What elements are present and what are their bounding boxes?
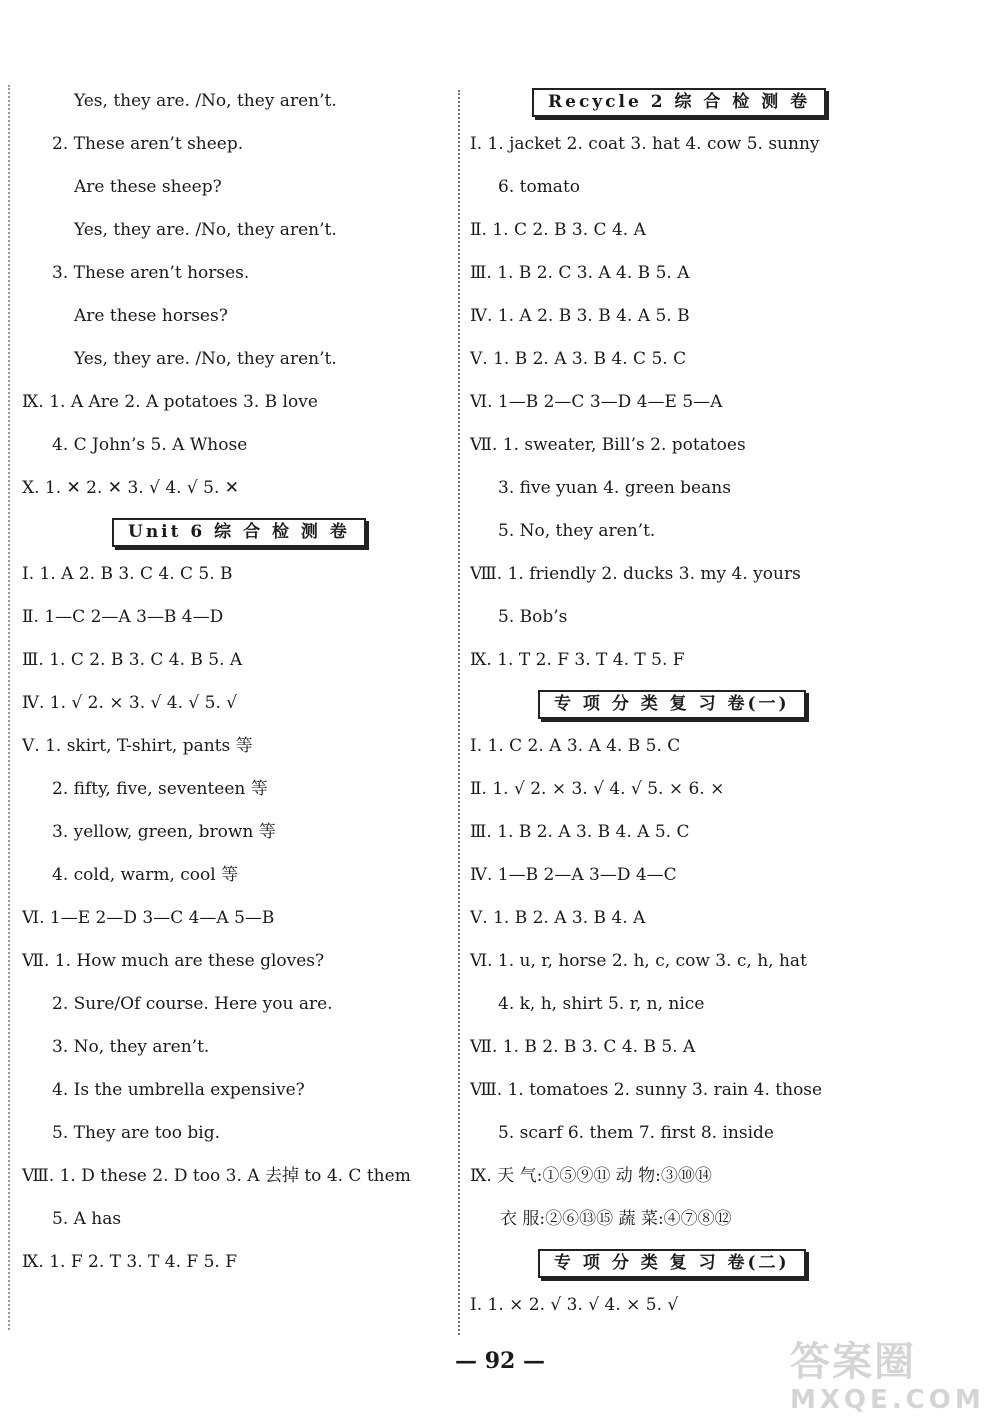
answer-line: 6. tomato — [498, 177, 581, 197]
answer-line: Yes, they are. /No, they aren’t. — [74, 220, 337, 240]
answer-line: Ⅶ. 1. B 2. B 3. C 4. B 5. A — [470, 1037, 696, 1057]
answer-line: 3. five yuan 4. green beans — [498, 478, 731, 498]
answer-line: 2. Sure/Of course. Here you are. — [52, 994, 333, 1014]
answer-line: Ⅲ. 1. B 2. A 3. B 4. A 5. C — [470, 822, 690, 842]
section-header — [470, 1241, 890, 1284]
answer-line: Are these sheep? — [74, 177, 222, 197]
answer-line: 5. A has — [52, 1209, 122, 1229]
section-title: 专 项 分 类 复 习 卷(二) — [538, 1249, 806, 1278]
answer-line: Ⅵ. 1. u, r, horse 2. h, c, cow 3. c, h, hat — [470, 951, 807, 971]
watermark-logo — [790, 1338, 990, 1418]
column-divider — [458, 90, 460, 1335]
answer-line: Are these horses? — [74, 306, 228, 326]
left-column — [22, 80, 447, 1284]
answer-line: Ⅰ. 1. jacket 2. coat 3. hat 4. cow 5. sunny — [470, 134, 820, 154]
answer-line: 4. Is the umbrella expensive? — [52, 1080, 305, 1100]
answer-line: 4. C John’s 5. A Whose — [52, 435, 248, 455]
answer-line: 衣 服:②⑥⑬⑮ 蔬 菜:④⑦⑧⑫ — [500, 1209, 732, 1229]
answer-line: Ⅶ. 1. How much are these gloves? — [22, 951, 325, 971]
answer-line: Ⅱ. 1—C 2—A 3—B 4—D — [22, 607, 224, 627]
answer-line: Yes, they are. /No, they aren’t. — [74, 91, 337, 111]
answer-line: Ⅴ. 1. skirt, T-shirt, pants 等 — [22, 736, 253, 756]
answer-line: Ⅰ. 1. C 2. A 3. A 4. B 5. C — [470, 736, 681, 756]
answer-line: 3. No, they aren’t. — [52, 1037, 210, 1057]
answer-line: Ⅲ. 1. B 2. C 3. A 4. B 5. A — [470, 263, 690, 283]
answer-line: Ⅶ. 1. sweater, Bill’s 2. potatoes — [470, 435, 746, 455]
answer-line: 2. fifty, five, seventeen 等 — [52, 779, 268, 799]
answer-line: Ⅸ. 1. F 2. T 3. T 4. F 5. F — [22, 1252, 238, 1272]
answer-line: Ⅸ. 1. A Are 2. A potatoes 3. B love — [22, 392, 318, 412]
answer-line: Ⅱ. 1. C 2. B 3. C 4. A — [470, 220, 646, 240]
page-edge-dots — [8, 85, 10, 1330]
section-title: Recycle 2 综 合 检 测 卷 — [532, 88, 826, 117]
answer-line: Yes, they are. /No, they aren’t. — [74, 349, 337, 369]
answer-line: Ⅱ. 1. √ 2. × 3. √ 4. √ 5. × 6. × — [470, 779, 725, 799]
watermark-title: 答案圈 — [790, 1339, 916, 1385]
watermark-url: MXQE.COM — [790, 1385, 985, 1415]
answer-line: Ⅷ. 1. friendly 2. ducks 3. my 4. yours — [470, 564, 801, 584]
answer-line: Ⅸ. 天 气:①⑤⑨⑪ 动 物:③⑩⑭ — [470, 1166, 712, 1186]
answer-line: 3. yellow, green, brown 等 — [52, 822, 276, 842]
answer-line: Ⅷ. 1. tomatoes 2. sunny 3. rain 4. those — [470, 1080, 823, 1100]
page-number: — 92 — — [455, 1348, 545, 1374]
answer-line: 4. k, h, shirt 5. r, n, nice — [498, 994, 705, 1014]
answer-line: Ⅰ. 1. A 2. B 3. C 4. C 5. B — [22, 564, 233, 584]
answer-line: 5. scarf 6. them 7. first 8. inside — [498, 1123, 774, 1143]
answer-line: 4. cold, warm, cool 等 — [52, 865, 239, 885]
section-header — [470, 80, 890, 123]
answer-line: 5. They are too big. — [52, 1123, 221, 1143]
answer-line: Ⅳ. 1—B 2—A 3—D 4—C — [470, 865, 677, 885]
answer-line: 3. These aren’t horses. — [52, 263, 250, 283]
answer-line: Ⅵ. 1—E 2—D 3—C 4—A 5—B — [22, 908, 275, 928]
right-column — [470, 80, 890, 1327]
answer-line: Ⅵ. 1—B 2—C 3—D 4—E 5—A — [470, 392, 723, 412]
answer-line: Ⅴ. 1. B 2. A 3. B 4. A — [470, 908, 646, 928]
section-header — [22, 510, 447, 553]
answer-line: 5. No, they aren’t. — [498, 521, 656, 541]
section-title: 专 项 分 类 复 习 卷(一) — [538, 690, 806, 719]
answer-line: Ⅷ. 1. D these 2. D too 3. A 去掉 to 4. C them — [22, 1166, 411, 1186]
answer-line: Ⅲ. 1. C 2. B 3. C 4. B 5. A — [22, 650, 243, 670]
section-title: Unit 6 综 合 检 测 卷 — [112, 518, 366, 547]
answer-line: Ⅳ. 1. √ 2. × 3. √ 4. √ 5. √ — [22, 693, 238, 713]
section-header — [470, 682, 890, 725]
answer-line: Ⅰ. 1. × 2. √ 3. √ 4. × 5. √ — [470, 1295, 679, 1315]
answer-line: Ⅹ. 1. ✕ 2. ✕ 3. √ 4. √ 5. ✕ — [22, 478, 240, 498]
answer-line: Ⅴ. 1. B 2. A 3. B 4. C 5. C — [470, 349, 687, 369]
answer-line: 2. These aren’t sheep. — [52, 134, 244, 154]
answer-line: Ⅸ. 1. T 2. F 3. T 4. T 5. F — [470, 650, 685, 670]
answer-line: 5. Bob’s — [498, 607, 568, 627]
answer-line: Ⅳ. 1. A 2. B 3. B 4. A 5. B — [470, 306, 690, 326]
